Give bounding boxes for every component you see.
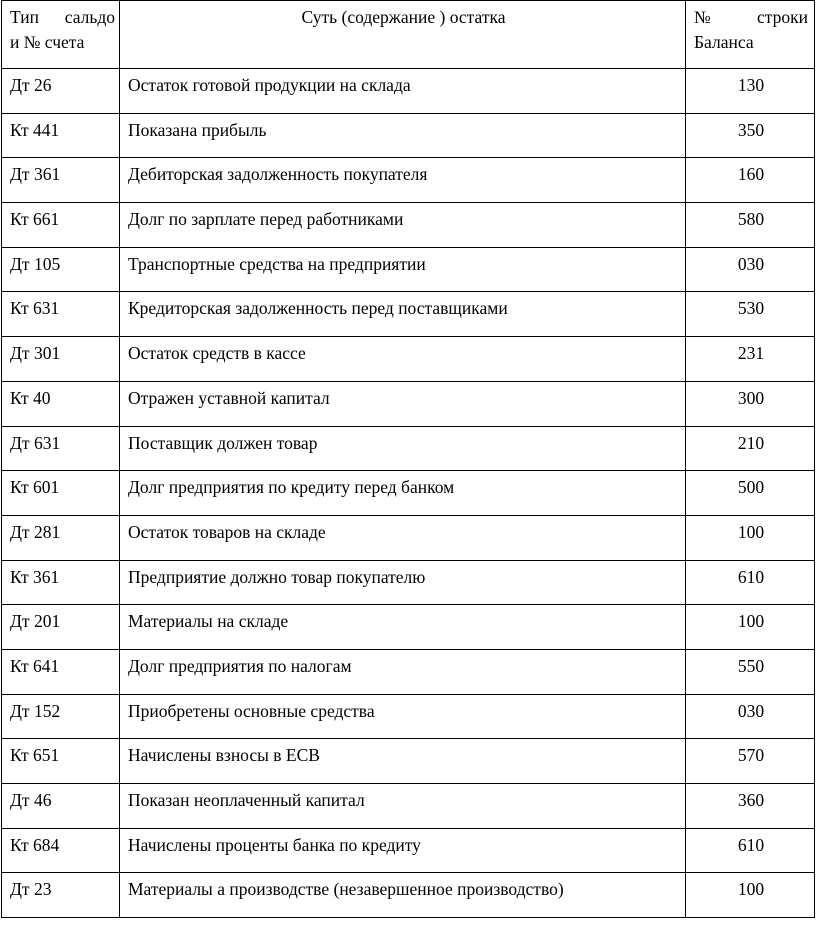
account-code-cell: Кт 641 (2, 649, 120, 694)
table-row (2, 247, 815, 292)
header-type-account (2, 1, 120, 69)
balance-line-cell: 350 (686, 113, 815, 158)
description-cell: Материалы на складе (120, 605, 686, 650)
table-row (2, 158, 815, 203)
balance-line-cell: 130 (686, 69, 815, 114)
balance-line-cell: 030 (686, 694, 815, 739)
description-cell: Показана прибыль (120, 113, 686, 158)
description-cell: Начислены взносы в ЕСВ (120, 739, 686, 784)
description-cell: Остаток товаров на складе (120, 515, 686, 560)
description-cell: Приобретены основные средства (120, 694, 686, 739)
account-code-cell: Дт 361 (2, 158, 120, 203)
table-row (2, 649, 815, 694)
account-code-cell: Кт 651 (2, 739, 120, 784)
balance-line-cell: 100 (686, 515, 815, 560)
account-code-cell: Дт 46 (2, 784, 120, 829)
account-code-cell: Дт 105 (2, 247, 120, 292)
description-cell: Показан неоплаченный капитал (120, 784, 686, 829)
account-code-cell: Кт 684 (2, 828, 120, 873)
balance-line-cell: 210 (686, 426, 815, 471)
account-code-cell: Дт 301 (2, 337, 120, 382)
balance-line-cell: 300 (686, 381, 815, 426)
balance-line-cell: 500 (686, 471, 815, 516)
description-cell: Долг предприятия по налогам (120, 649, 686, 694)
table-row (2, 515, 815, 560)
description-cell: Остаток готовой продукции на склада (120, 69, 686, 114)
account-code-cell: Кт 601 (2, 471, 120, 516)
table-row (2, 694, 815, 739)
account-code-cell: Дт 631 (2, 426, 120, 471)
table-row (2, 203, 815, 248)
table-row (2, 69, 815, 114)
balance-line-cell: 360 (686, 784, 815, 829)
balance-line-cell: 580 (686, 203, 815, 248)
table-row (2, 873, 815, 918)
balance-line-cell: 570 (686, 739, 815, 784)
account-code-cell: Дт 281 (2, 515, 120, 560)
balance-line-cell: 160 (686, 158, 815, 203)
table-row (2, 739, 815, 784)
table-row (2, 337, 815, 382)
account-code-cell: Дт 152 (2, 694, 120, 739)
balance-line-cell: 100 (686, 873, 815, 918)
table-row (2, 560, 815, 605)
account-code-cell: Кт 661 (2, 203, 120, 248)
header-line-number-line1: № строки (694, 7, 808, 27)
table-row (2, 828, 815, 873)
header-essence: Суть (содержание ) остатка (120, 1, 686, 69)
table-row (2, 426, 815, 471)
balance-line-cell: 610 (686, 828, 815, 873)
balance-line-cell: 530 (686, 292, 815, 337)
description-cell: Транспортные средства на предприятии (120, 247, 686, 292)
header-type-line2: и № счета (10, 32, 85, 52)
table-row (2, 605, 815, 650)
account-code-cell: Кт 441 (2, 113, 120, 158)
table-row (2, 471, 815, 516)
balance-line-cell: 100 (686, 605, 815, 650)
description-cell: Кредиторская задолженность перед поставщиками (120, 292, 686, 337)
balance-line-cell: 550 (686, 649, 815, 694)
table-row (2, 113, 815, 158)
balance-line-cell: 231 (686, 337, 815, 382)
header-row (2, 1, 815, 69)
description-cell: Остаток средств в кассе (120, 337, 686, 382)
account-code-cell: Дт 23 (2, 873, 120, 918)
description-cell: Материалы а производстве (незавершенное производство) (120, 873, 686, 918)
description-cell: Начислены проценты банка по кредиту (120, 828, 686, 873)
table-row (2, 784, 815, 829)
table-body (2, 69, 815, 918)
description-cell: Долг предприятия по кредиту перед банком (120, 471, 686, 516)
account-code-cell: Кт 631 (2, 292, 120, 337)
description-cell: Отражен уставной капитал (120, 381, 686, 426)
account-code-cell: Дт 26 (2, 69, 120, 114)
header-line-number-line2: Баланса (694, 32, 754, 52)
table-row (2, 292, 815, 337)
description-cell: Поставщик должен товар (120, 426, 686, 471)
account-code-cell: Кт 361 (2, 560, 120, 605)
description-cell: Дебиторская задолженность покупателя (120, 158, 686, 203)
header-type-line1: Тип сальдо (10, 7, 115, 27)
header-line-number (686, 1, 815, 69)
description-cell: Долг по зарплате перед работниками (120, 203, 686, 248)
balance-line-cell: 610 (686, 560, 815, 605)
description-cell: Предприятие должно товар покупателю (120, 560, 686, 605)
balance-line-cell: 030 (686, 247, 815, 292)
balance-table (1, 0, 815, 918)
account-code-cell: Дт 201 (2, 605, 120, 650)
table-row (2, 381, 815, 426)
account-code-cell: Кт 40 (2, 381, 120, 426)
